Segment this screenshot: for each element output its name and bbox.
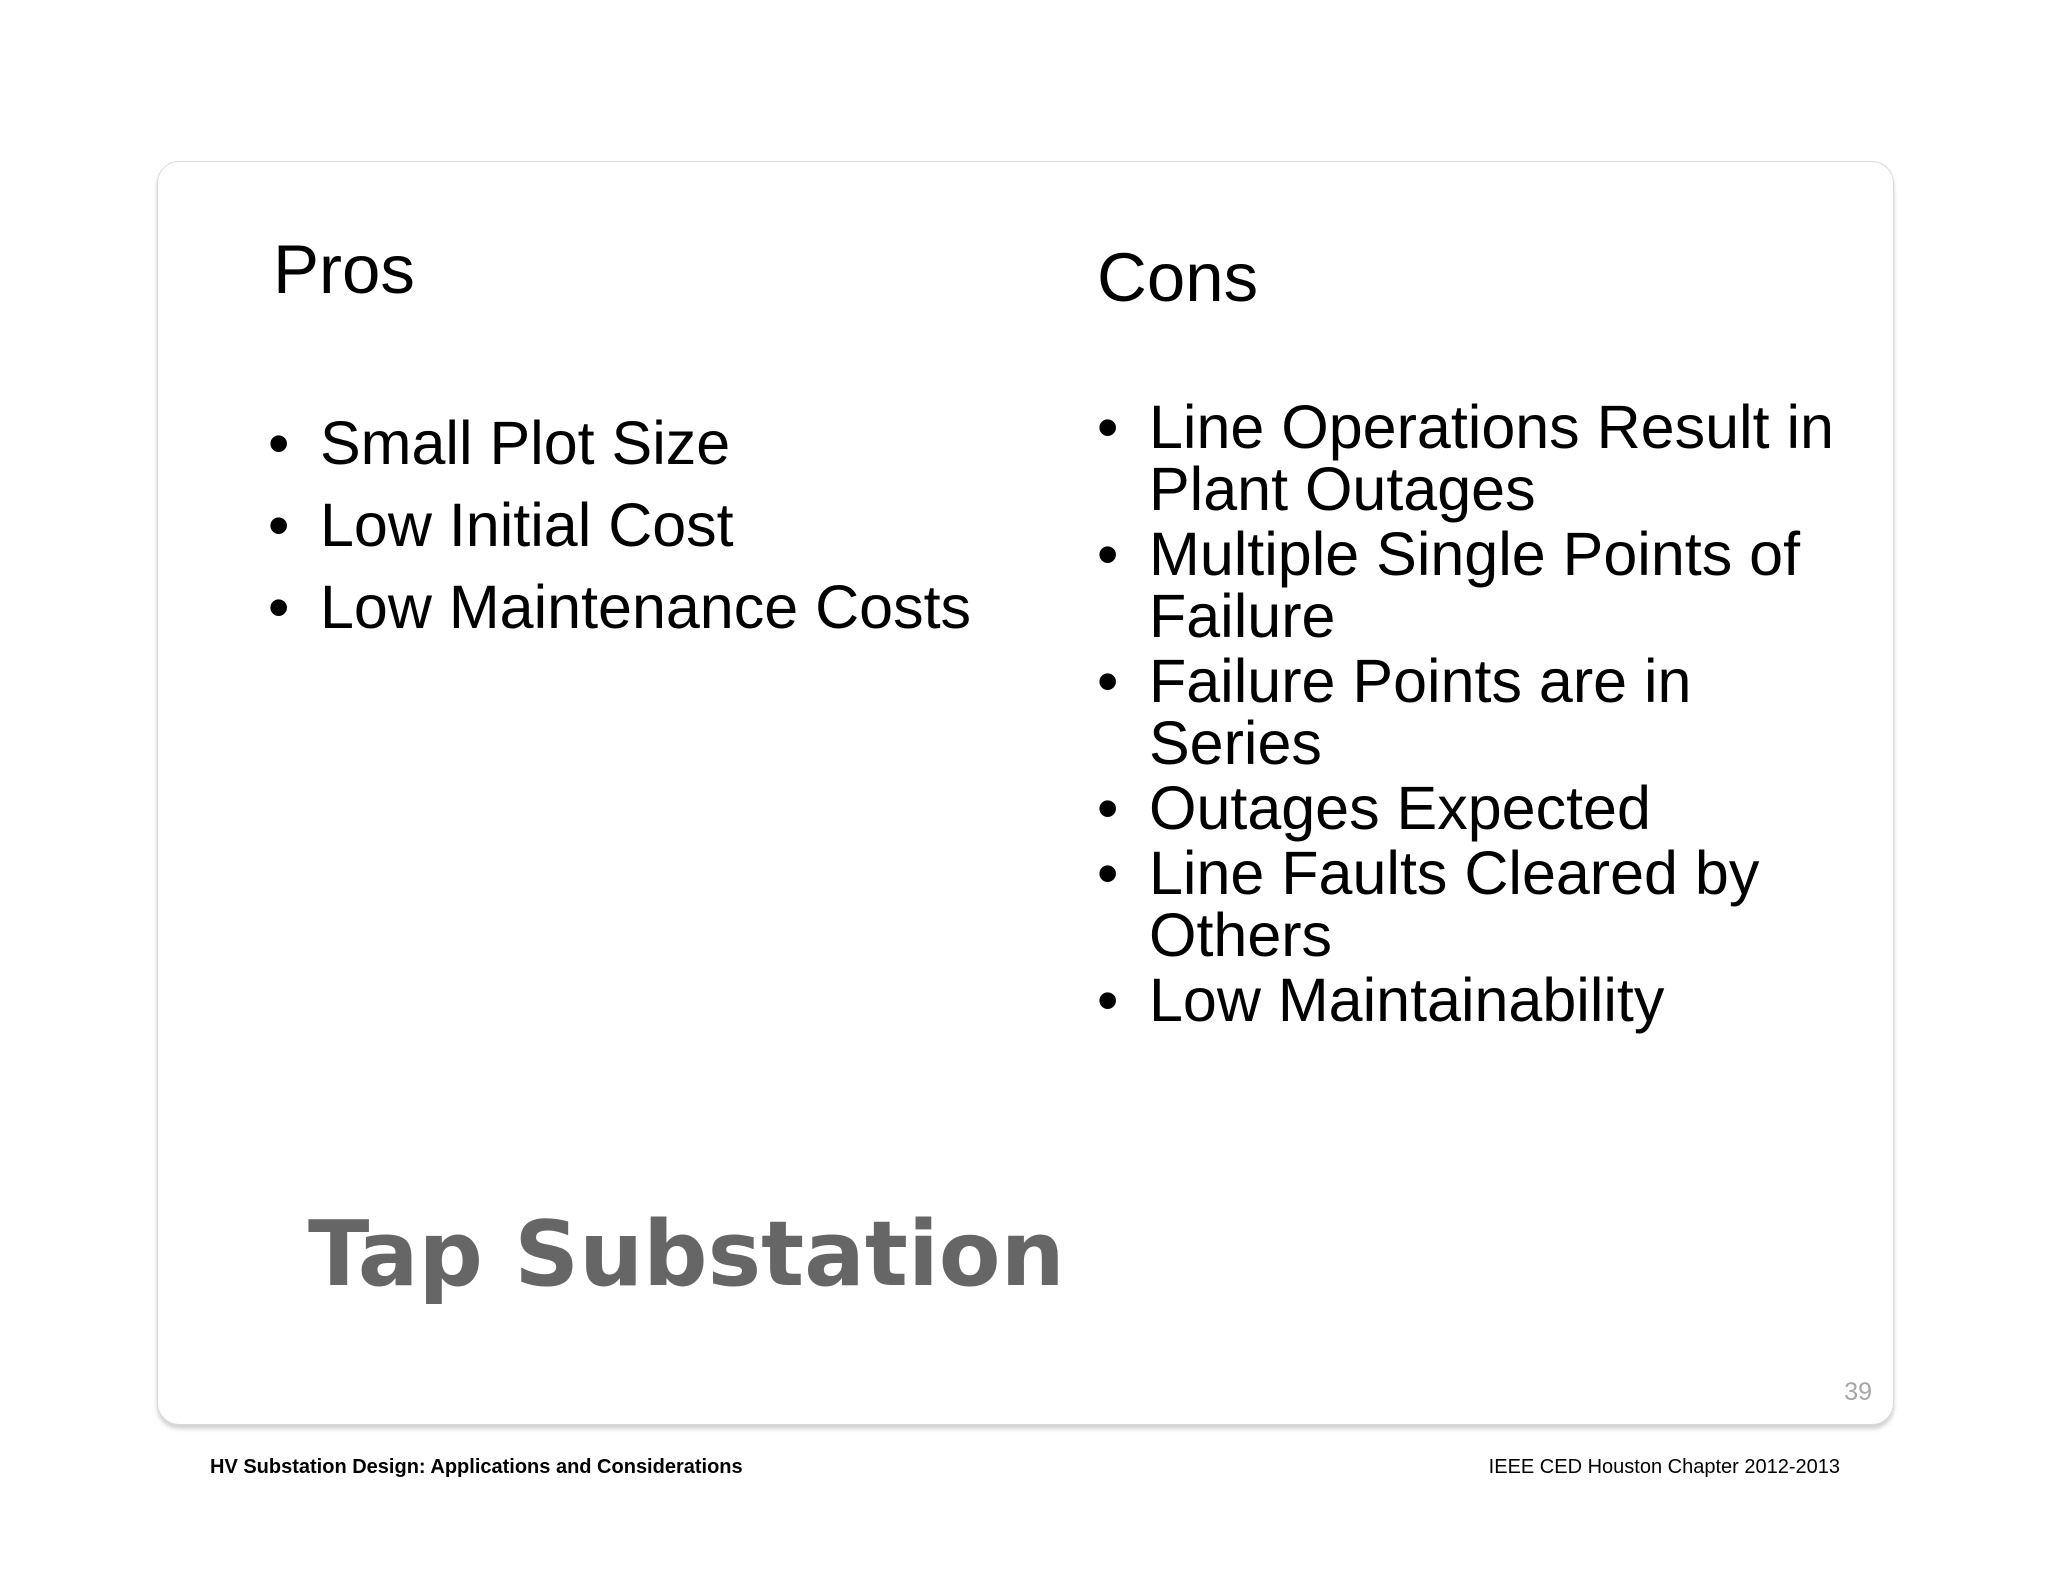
cons-item-text: Outages Expected bbox=[1149, 774, 1651, 842]
cons-list bbox=[1097, 393, 1857, 1034]
cons-item-text: Line Faults Cleared by Others bbox=[1149, 839, 1760, 969]
pros-item-text: Low Initial Cost bbox=[320, 491, 734, 559]
bullet-icon: • bbox=[268, 491, 290, 559]
pros-item bbox=[268, 566, 1028, 648]
cons-item-text: Failure Points are in Series bbox=[1149, 647, 1692, 777]
cons-item bbox=[1097, 839, 1857, 969]
bullet-icon: • bbox=[268, 573, 290, 641]
cons-item bbox=[1097, 774, 1857, 842]
cons-item-text: Line Operations Result in Plant Outages bbox=[1149, 393, 1834, 523]
pros-item bbox=[268, 402, 1028, 484]
pros-list bbox=[268, 402, 1028, 648]
bullet-icon: • bbox=[1097, 520, 1119, 588]
page-number: 39 bbox=[1844, 1378, 1872, 1406]
cons-item bbox=[1097, 520, 1857, 650]
footer-left-text: HV Substation Design: Applications and Considerations bbox=[210, 1456, 743, 1478]
cons-heading: Cons bbox=[1097, 239, 1259, 316]
footer-right-text: IEEE CED Houston Chapter 2012-2013 bbox=[1488, 1456, 1840, 1478]
bullet-icon: • bbox=[1097, 774, 1119, 842]
slide-title: Tap Substation bbox=[308, 1202, 1065, 1307]
cons-item bbox=[1097, 966, 1857, 1034]
cons-item-text: Low Maintainability bbox=[1149, 966, 1665, 1034]
cons-item bbox=[1097, 393, 1857, 523]
pros-heading: Pros bbox=[273, 231, 415, 308]
bullet-icon: • bbox=[1097, 393, 1119, 461]
bullet-icon: • bbox=[1097, 966, 1119, 1034]
bullet-icon: • bbox=[268, 409, 290, 477]
cons-item-text: Multiple Single Points of Failure bbox=[1149, 520, 1801, 650]
pros-item-text: Low Maintenance Costs bbox=[320, 573, 972, 641]
bullet-icon: • bbox=[1097, 839, 1119, 907]
cons-item bbox=[1097, 647, 1857, 777]
bullet-icon: • bbox=[1097, 647, 1119, 715]
pros-item bbox=[268, 484, 1028, 566]
pros-item-text: Small Plot Size bbox=[320, 409, 731, 477]
